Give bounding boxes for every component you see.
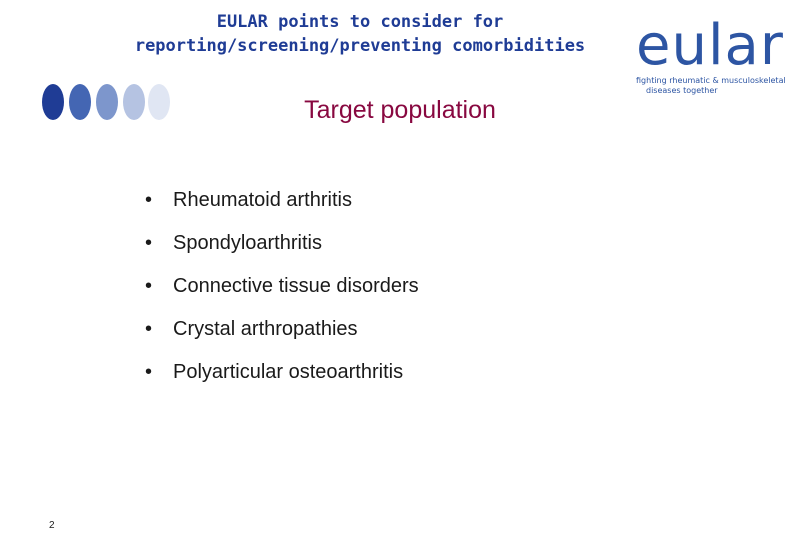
page-number: 2 [49,520,55,531]
bullet-item [145,311,419,354]
section-title: Target population [304,96,496,124]
logo-tagline-line-1: fighting rheumatic & musculoskeletal [636,76,786,85]
decorative-dot [69,84,91,120]
decorative-dot [96,84,118,120]
bullet-list [145,182,419,397]
bullet-text: Spondyloarthritis [173,232,322,254]
bullet-text: Rheumatoid arthritis [173,189,352,211]
bullet-item [145,268,419,311]
decorative-dot [123,84,145,120]
decorative-dot [148,84,170,120]
header-title-line-1: EULAR points to consider for [216,12,504,32]
bullet-text: Connective tissue disorders [173,275,419,297]
bullet-text: Polyarticular osteoarthritis [173,361,404,383]
header-title [90,10,630,58]
bullet-marker: • [145,275,153,297]
bullet-item [145,354,419,397]
header-title-line-2: reporting/screening/preventing comorbidities [134,36,586,56]
bullet-text: Crystal arthropathies [173,318,358,340]
bullet-item [145,182,419,225]
decorative-dot [42,84,64,120]
logo-tagline-line-2: diseases together [646,86,718,95]
bullet-marker: • [145,189,153,211]
logo-wordmark: eular [636,13,784,78]
bullet-marker: • [145,318,153,340]
bullet-marker: • [145,361,153,383]
bullet-marker: • [145,232,153,254]
logo-tagline [636,76,786,96]
decorative-dots [40,84,180,120]
bullet-item [145,225,419,268]
eular-logo [636,13,786,96]
